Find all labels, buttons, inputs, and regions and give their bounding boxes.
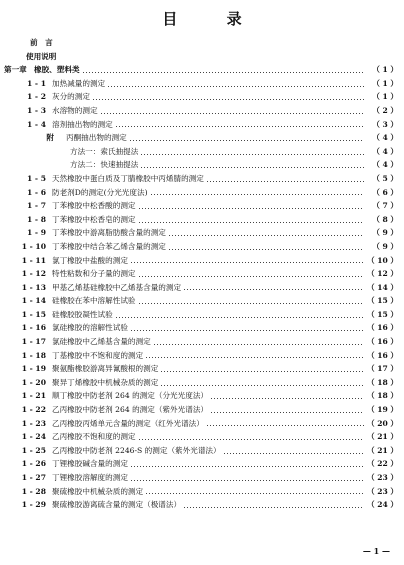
toc-entry	[4, 457, 398, 471]
leader-dots	[140, 154, 364, 155]
leader-dots	[100, 113, 364, 114]
entry-number: 1 - 10	[21, 241, 46, 251]
entry-title: 乙丙橡胶中防老剂 2246-S 的测定（紫外光谱法）	[52, 445, 221, 455]
entry-title: 丁苯橡胶中松香皂的测定	[52, 214, 136, 224]
entry-number: 1 - 6	[26, 187, 46, 197]
toc-entry	[4, 498, 398, 512]
leader-dots	[115, 317, 364, 318]
leader-dots	[145, 357, 364, 358]
leader-dots	[153, 344, 364, 345]
entry-content	[52, 281, 398, 295]
entry-title: 丁苯橡胶中结合苯乙烯含量的测定	[52, 241, 166, 251]
toc-entry	[4, 213, 398, 227]
entry-number: 1 - 21	[21, 391, 46, 401]
entry-number: 1 - 27	[21, 473, 46, 482]
entry-content	[52, 240, 398, 254]
entry-number: 1 - 12	[21, 269, 46, 279]
leader-dots	[223, 453, 364, 454]
toc-entry	[4, 240, 398, 254]
entry-content	[52, 226, 398, 240]
entry-title: 硅橡胶胶凝性试验	[52, 309, 113, 319]
page-reference: （ 14 ）	[366, 282, 398, 292]
page-reference: （ 1 ）	[372, 78, 398, 88]
entry-title: 丙酮抽出物的测定	[66, 133, 127, 143]
toc-entry	[4, 254, 398, 268]
toc-entry	[4, 77, 398, 91]
toc-entry	[4, 118, 398, 132]
entry-title: 顺丁橡胶中防老剂 264 的测定（分光光度法）	[52, 391, 209, 401]
toc-entry	[4, 403, 398, 417]
page-reference: （ 9 ）	[372, 241, 398, 251]
entry-title: 聚硫橡胶中机械杂质的测定	[52, 486, 144, 496]
entry-number: 附	[46, 133, 54, 143]
page-reference: （ 17 ）	[366, 364, 398, 374]
leader-dots	[160, 385, 364, 386]
entry-content	[52, 118, 398, 132]
leader-dots	[145, 493, 364, 494]
page-reference: （ 6 ）	[372, 187, 398, 197]
leader-dots	[160, 371, 364, 372]
entry-number: 1 - 1	[26, 78, 46, 88]
entry-number: 1 - 22	[21, 405, 46, 415]
toc-chapter	[4, 63, 398, 77]
entry-content	[52, 186, 398, 200]
toc-entry	[4, 294, 398, 308]
toc-entry	[4, 335, 398, 349]
leader-dots	[140, 167, 364, 168]
page-reference: （ 16 ）	[366, 323, 398, 333]
page-reference: （ 1 ）	[372, 65, 398, 75]
entry-title: 溶剂抽出物的测定	[52, 119, 113, 129]
page-reference: （ 20 ）	[366, 418, 398, 428]
leader-dots	[206, 181, 364, 182]
entry-title: 加热减量的测定	[52, 78, 106, 88]
toc-entry	[4, 308, 398, 322]
toc-entry	[4, 349, 398, 363]
page-reference: （ 4 ）	[372, 146, 398, 156]
entry-content	[52, 444, 398, 458]
leader-dots	[183, 289, 364, 290]
toc-entry	[4, 186, 398, 200]
entry-content	[52, 457, 398, 471]
entry-content	[52, 417, 398, 431]
page-reference: （ 16 ）	[366, 350, 398, 360]
toc-entry	[4, 471, 398, 485]
entry-content	[52, 172, 398, 186]
toc-entry	[4, 376, 398, 390]
leader-dots	[168, 249, 364, 250]
leader-dots	[138, 208, 364, 209]
entry-number: 1 - 5	[26, 173, 46, 183]
entry-title: 丁锂橡胶溶解度的测定	[52, 473, 128, 482]
leader-dots	[150, 194, 364, 195]
leader-dots	[183, 507, 364, 508]
page-title: 目 录	[162, 10, 264, 28]
leader-dots	[130, 480, 364, 481]
leader-dots	[138, 303, 364, 304]
page-reference: （ 7 ）	[372, 201, 398, 211]
entry-content	[52, 254, 398, 268]
toc-entry	[4, 145, 398, 159]
table-of-contents	[4, 36, 398, 512]
entry-title: 丁苯橡胶中游离脂肪酸含量的测定	[52, 228, 166, 238]
page-reference: （ 1 ）	[372, 92, 398, 102]
toc-entry	[4, 199, 398, 213]
toc-entry	[4, 362, 398, 376]
leader-dots	[129, 140, 364, 141]
toc-front-text: 使用说明	[26, 51, 57, 61]
leader-dots	[138, 222, 364, 223]
page-reference: （ 10 ）	[366, 255, 398, 265]
leader-dots	[138, 276, 364, 277]
page-reference: （ 16 ）	[366, 337, 398, 347]
entry-title: 防老剂D的测定(分光光度法)	[52, 187, 148, 197]
leader-dots	[92, 99, 364, 100]
toc-entry	[4, 430, 398, 444]
toc-entry	[4, 281, 398, 295]
entry-number: 1 - 2	[26, 92, 46, 102]
page-reference: （ 23 ）	[366, 486, 398, 496]
toc-entry	[4, 131, 398, 145]
entry-number: 1 - 15	[21, 309, 46, 319]
toc-front-text: 前 言	[30, 38, 53, 47]
entry-title: 特性粘数和分子量的测定	[52, 269, 136, 279]
entry-content	[52, 90, 398, 104]
page-reference: （ 4 ）	[372, 160, 398, 170]
chapter-number: 第一章	[4, 65, 27, 75]
entry-number: 1 - 14	[21, 296, 46, 306]
toc-entry	[4, 172, 398, 186]
page-reference: （ 4 ）	[372, 133, 398, 143]
entry-number: 1 - 3	[26, 105, 46, 115]
toc-entry	[4, 158, 398, 172]
leader-dots	[107, 86, 364, 87]
entry-title: 氯丁橡胶中盐酸的测定	[52, 255, 128, 265]
entry-title: 天然橡胶中蛋白质及丁腈橡胶中丙烯腈的测定	[52, 173, 204, 183]
leader-dots	[130, 466, 364, 467]
leader-dots	[130, 262, 364, 263]
toc-entry	[4, 417, 398, 431]
entry-title: 丁苯橡胶中松香酸的测定	[52, 201, 136, 211]
leader-dots	[168, 235, 364, 236]
entry-content	[52, 321, 398, 335]
entry-content	[52, 294, 398, 308]
entry-content	[52, 498, 398, 512]
leader-dots	[210, 412, 364, 413]
entry-content	[52, 104, 398, 118]
toc-entry	[4, 485, 398, 499]
entry-number: 1 - 29	[21, 500, 46, 510]
leader-dots	[82, 72, 364, 73]
entry-title: 氯硅橡胶中乙烯基含量的测定	[52, 337, 151, 347]
entry-title: 乙丙橡胶丙烯单元含量的测定（红外光谱法）	[52, 418, 204, 428]
entry-number: 1 - 24	[21, 432, 46, 442]
chapter-title: 橡胶、塑料类	[34, 65, 80, 75]
toc-front-item	[4, 50, 398, 64]
page-reference: （ 18 ）	[366, 377, 398, 387]
entry-title: 乙丙橡胶中防老剂 264 的测定（紫外光谱法）	[52, 405, 209, 415]
entry-content	[52, 308, 398, 322]
leader-dots	[115, 126, 364, 127]
entry-number: 1 - 8	[26, 214, 46, 224]
toc-entry	[4, 267, 398, 281]
entry-title: 硅橡胶在苯中溶解性试验	[52, 296, 136, 306]
entry-number: 1 - 4	[26, 119, 46, 129]
page-reference: （ 3 ）	[372, 119, 398, 129]
leader-dots	[138, 439, 364, 440]
toc-entry	[4, 90, 398, 104]
entry-title: 水溶物的测定	[52, 105, 98, 115]
entry-number: 1 - 9	[26, 228, 46, 238]
entry-number: 1 - 26	[21, 459, 46, 469]
entry-title: 甲基乙烯基硅橡胶中乙烯基含量的测定	[52, 282, 182, 292]
entry-content	[52, 362, 398, 376]
entry-content	[70, 158, 398, 172]
toc-entry	[4, 321, 398, 335]
entry-title: 聚异丁烯橡胶中机械杂质的测定	[52, 377, 159, 387]
entry-number: 1 - 20	[21, 377, 46, 387]
entry-title: 丁锂橡胶碱含量的测定	[52, 459, 128, 469]
toc-entry	[4, 444, 398, 458]
entry-number: 1 - 18	[21, 350, 46, 360]
toc-entry	[4, 104, 398, 118]
page-reference: （ 5 ）	[372, 173, 398, 183]
entry-content	[52, 267, 398, 281]
entry-content	[52, 376, 398, 390]
entry-content	[52, 335, 398, 349]
entry-title: 聚硫橡胶游离硫含量的测定（极谱法）	[52, 500, 182, 510]
page-reference: （ 12 ）	[366, 269, 398, 279]
entry-content	[52, 471, 398, 485]
entry-number: 1 - 16	[21, 323, 46, 333]
entry-number: 1 - 25	[21, 445, 46, 455]
entry-number: 1 - 19	[21, 364, 46, 374]
entry-number: 1 - 23	[21, 418, 46, 428]
page-reference: （ 15 ）	[366, 296, 398, 306]
entry-title: 灰分的测定	[52, 92, 90, 102]
page-reference: （ 18 ）	[366, 391, 398, 401]
toc-front-item	[4, 36, 398, 50]
entry-title: 氯硅橡胶的溶解性试验	[52, 323, 128, 333]
leader-dots	[210, 398, 364, 399]
entry-content	[52, 77, 398, 91]
entry-title: 丁基橡胶中不饱和度的测定	[52, 350, 144, 360]
entry-number: 1 - 7	[26, 201, 46, 211]
entry-title: 方法一：索氏抽提法	[70, 146, 139, 156]
toc-entry	[4, 389, 398, 403]
entry-title: 乙丙橡胶不饱和度的测定	[52, 432, 136, 442]
leader-dots	[206, 425, 364, 426]
entry-content	[52, 389, 398, 403]
page-reference: （ 21 ）	[366, 432, 398, 442]
page-reference: （ 2 ）	[372, 105, 398, 115]
page-reference: （ 24 ）	[366, 500, 398, 510]
entry-content	[52, 485, 398, 499]
page-reference: （ 23 ）	[366, 473, 398, 482]
page-reference: （ 9 ）	[372, 228, 398, 238]
entry-content	[52, 430, 398, 444]
entry-number: 1 - 13	[21, 282, 46, 292]
page-number: — 1 —	[362, 546, 390, 556]
entry-content	[52, 403, 398, 417]
entry-content	[52, 213, 398, 227]
entry-content	[66, 131, 398, 145]
page-reference: （ 8 ）	[372, 214, 398, 224]
page-reference: （ 22 ）	[366, 459, 398, 469]
toc-entries	[4, 77, 398, 512]
page-reference: （ 19 ）	[366, 405, 398, 415]
toc-entry	[4, 226, 398, 240]
entry-number: 1 - 28	[21, 486, 46, 496]
entry-number: 1 - 11	[21, 255, 46, 265]
page-reference: （ 15 ）	[366, 309, 398, 319]
entry-content	[52, 199, 398, 213]
entry-number: 1 - 17	[21, 337, 46, 347]
entry-content	[52, 349, 398, 363]
entry-title: 聚氨酯橡胶游离异氰酸根的测定	[52, 364, 159, 374]
entry-content	[70, 145, 398, 159]
leader-dots	[130, 330, 364, 331]
page-reference: （ 21 ）	[366, 445, 398, 455]
entry-title: 方法二：快速抽提法	[70, 160, 139, 170]
